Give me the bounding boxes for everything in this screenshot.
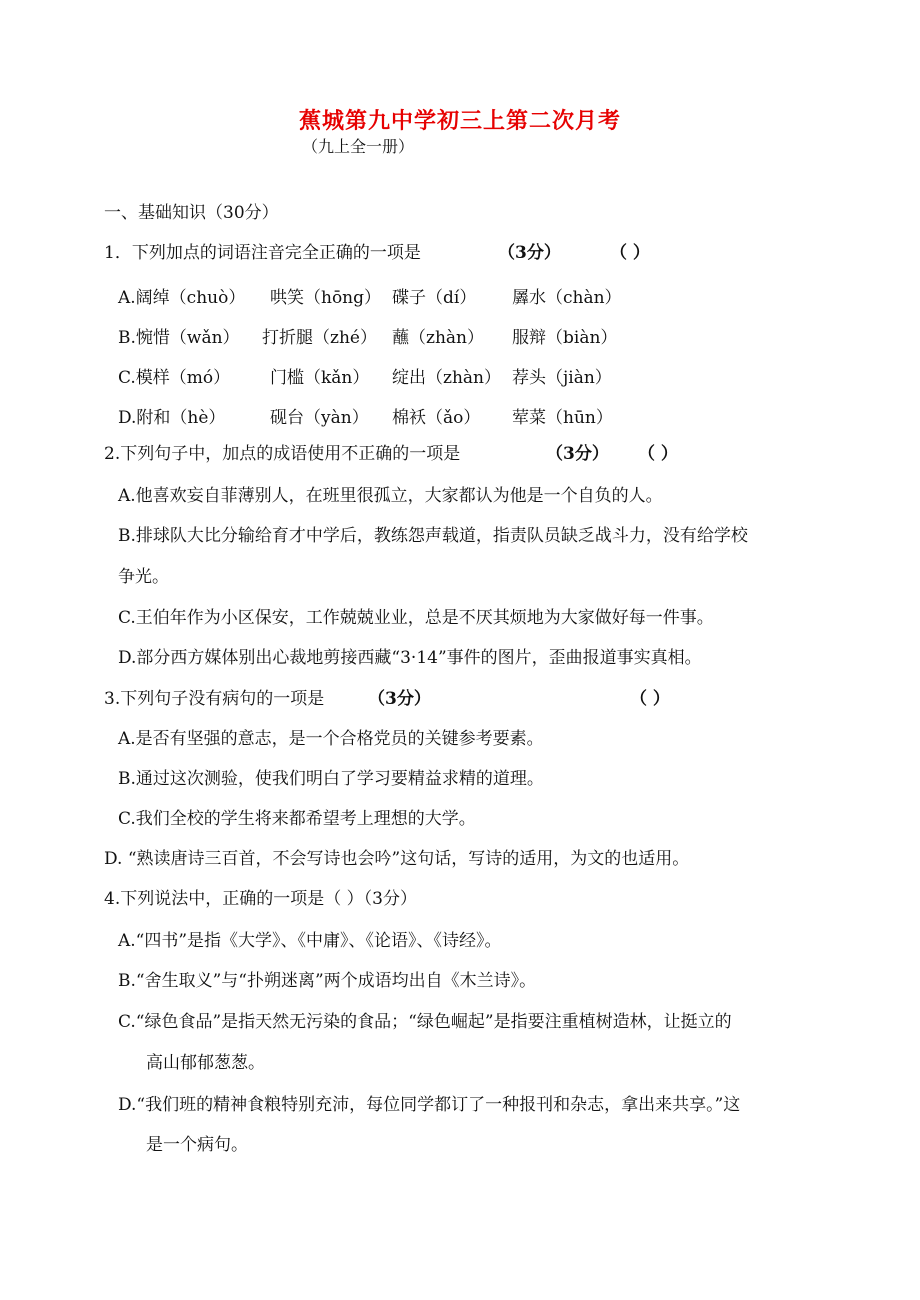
exam-title: 蕉城第九中学初三上第二次月考: [298, 108, 621, 134]
q1-option-c-4: 荐头（jiàn）: [512, 368, 612, 388]
q4-option-b: B.“舍生取义”与“扑朔迷离”两个成语均出自《木兰诗》。: [118, 971, 537, 991]
q2-option-b: B.排球队大比分输给育才中学后，教练怨声载道，指责队员缺乏战斗力，没有给学校: [118, 526, 748, 546]
q1-option-d-3: 棉袄（ǎo）: [392, 408, 481, 428]
q2-option-d: D.部分西方媒体别出心裁地剪接西藏“3·14”事件的图片，歪曲报道事实真相。: [118, 648, 702, 668]
question-4-stem: 4.下列说法中，正确的一项是（ ）（3分）: [104, 889, 417, 909]
q1-option-b-1: B.惋惜（wǎn）: [118, 328, 240, 348]
q3-option-d: D. “熟读唐诗三百首，不会写诗也会吟”这句话，写诗的适用，为文的也适用。: [104, 849, 690, 869]
q1-option-a-4: 羼水（chàn）: [512, 288, 622, 308]
question-3-score: （3分）: [368, 689, 431, 709]
question-3-stem: 3.下列句子没有病句的一项是: [104, 689, 325, 709]
q1-option-b-2: 打折腿（zhé）: [262, 328, 377, 348]
question-2-score: （3分）: [546, 444, 609, 464]
q3-option-a: A.是否有坚强的意志，是一个合格党员的关键参考要素。: [118, 729, 544, 749]
q1-option-c-1: C.模样（mó）: [118, 368, 231, 388]
question-2-answer-blank: （ ）: [638, 444, 678, 464]
q4-option-c-cont: 高山郁郁葱葱。: [146, 1053, 265, 1073]
q2-option-a: A.他喜欢妄自菲薄别人，在班里很孤立，大家都认为他是一个自负的人。: [118, 486, 663, 506]
q2-option-b-cont: 争光。: [118, 567, 169, 587]
q1-option-a-1: A.阔绰（chuò）: [118, 288, 246, 308]
q1-option-a-2: 哄笑（hōng）: [270, 288, 382, 308]
q1-option-d-1: D.附和（hè）: [118, 408, 226, 428]
q4-option-d-cont: 是一个病句。: [146, 1135, 248, 1155]
question-3-answer-blank: （ ）: [630, 689, 670, 709]
q1-option-d-4: 荤菜（hūn）: [512, 408, 613, 428]
question-1-answer-blank: （ ）: [610, 243, 650, 263]
q4-option-d: D.“我们班的精神食粮特别充沛，每位同学都订了一种报刊和杂志，拿出来共享。”这: [118, 1095, 741, 1115]
question-1-score: （3分）: [498, 243, 561, 263]
question-2-stem: 2.下列句子中，加点的成语使用不正确的一项是: [104, 444, 461, 464]
exam-subtitle: （九上全一册）: [302, 137, 415, 156]
q4-option-a: A.“四书”是指《大学》、《中庸》、《论语》、《诗经》。: [118, 931, 502, 951]
section-heading: 一、基础知识（30分）: [104, 203, 279, 223]
question-1-stem: 1．下列加点的词语注音完全正确的一项是: [104, 243, 421, 263]
q1-option-c-2: 门槛（kǎn）: [270, 368, 370, 388]
q1-option-b-3: 蘸（zhàn）: [392, 328, 484, 348]
q3-option-c: C.我们全校的学生将来都希望考上理想的大学。: [118, 809, 476, 829]
q1-option-a-3: 碟子（dí）: [392, 288, 477, 308]
q1-option-c-3: 绽出（zhàn）: [392, 368, 501, 388]
q1-option-b-4: 服辩（biàn）: [512, 328, 618, 348]
q2-option-c: C.王伯年作为小区保安，工作兢兢业业，总是不厌其烦地为大家做好每一件事。: [118, 608, 714, 628]
q3-option-b: B.通过这次测验，使我们明白了学习要精益求精的道理。: [118, 769, 544, 789]
q1-option-d-2: 砚台（yàn）: [270, 408, 369, 428]
q4-option-c: C.“绿色食品”是指天然无污染的食品；“绿色崛起”是指要注重植树造林，让挺立的: [118, 1012, 732, 1032]
